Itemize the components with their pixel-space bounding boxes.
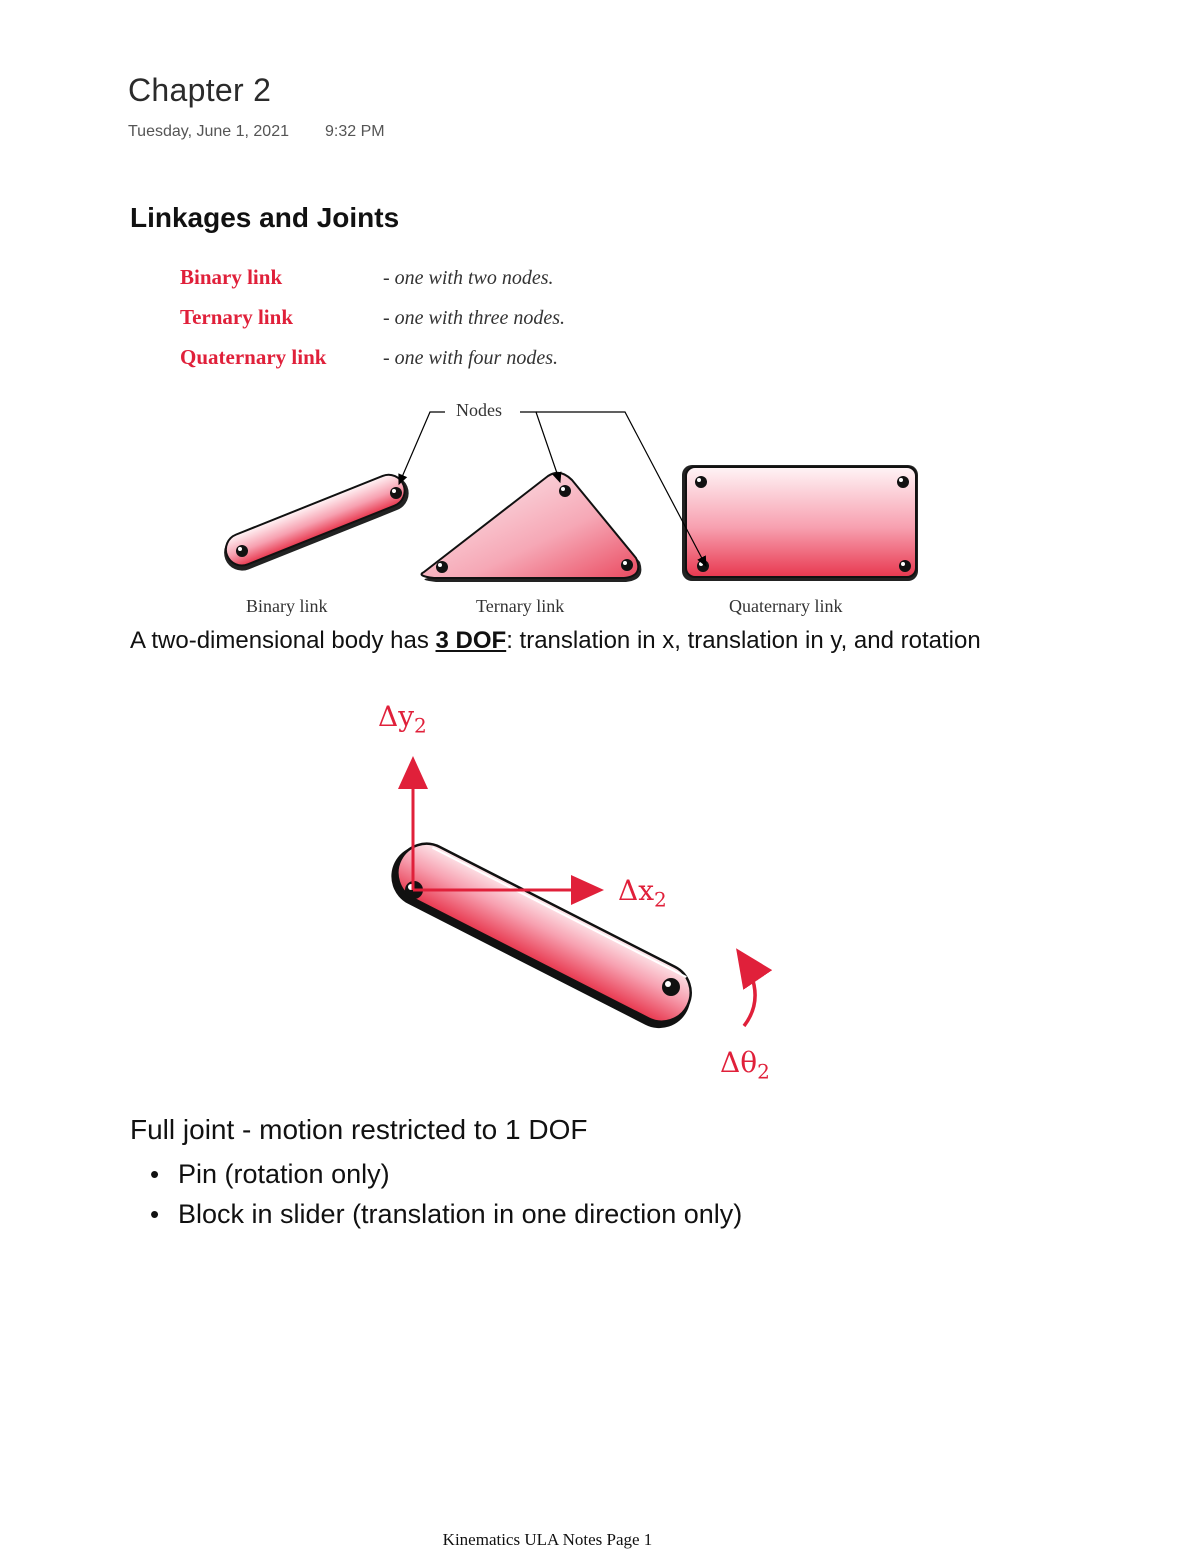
caption-ternary-link: Ternary link bbox=[476, 596, 565, 616]
link-types-figure bbox=[0, 0, 1200, 640]
caption-quaternary-link: Quaternary link bbox=[729, 596, 843, 616]
delta-x-label: $\Delta x_2$ bbox=[618, 874, 667, 912]
definition-term-binary: Binary link bbox=[180, 265, 283, 289]
caption-binary-link: Binary link bbox=[246, 596, 328, 616]
full-joint-heading: Full joint - motion restricted to 1 DOF bbox=[130, 1114, 588, 1145]
definition-desc-ternary: - one with three nodes. bbox=[383, 307, 566, 329]
page-time: 9:32 PM bbox=[325, 123, 385, 140]
dof-text-prefix: A two-dimensional body has bbox=[130, 627, 436, 654]
ternary-link-shape bbox=[422, 473, 642, 582]
definition-desc-quaternary: - one with four nodes. bbox=[383, 347, 558, 369]
dof-paragraph bbox=[130, 623, 1030, 658]
full-joint-list bbox=[150, 1154, 742, 1234]
list-item: • Pin (rotation only) bbox=[150, 1154, 742, 1194]
binary-link-shape bbox=[218, 469, 414, 576]
quaternary-link-shape bbox=[682, 465, 918, 581]
dof-binary-link bbox=[381, 832, 703, 1039]
page-footer: Kinematics ULA Notes Page 1 bbox=[442, 1530, 653, 1549]
dof-emphasis: 3 DOF bbox=[435, 627, 507, 654]
list-item: • Block in slider (translation in one direction only) bbox=[150, 1194, 742, 1234]
section-heading: Linkages and Joints bbox=[130, 202, 400, 233]
delta-y-label: $\Delta y_2$ bbox=[378, 700, 427, 738]
page-date: Tuesday, June 1, 2021 bbox=[128, 123, 289, 140]
definition-term-ternary: Ternary link bbox=[180, 305, 293, 329]
delta-theta-label: $\Delta\theta_2$ bbox=[720, 1046, 770, 1084]
rotation-arrow bbox=[740, 954, 755, 1026]
dof-figure bbox=[0, 690, 1200, 1110]
definition-term-quaternary: Quaternary link bbox=[180, 345, 327, 369]
page-title: Chapter 2 bbox=[128, 72, 272, 108]
nodes-label: Nodes bbox=[456, 400, 502, 420]
dof-text-suffix: : translation in x, translation in y, and rotation bbox=[506, 627, 981, 654]
definition-desc-binary: - one with two nodes. bbox=[383, 267, 554, 289]
